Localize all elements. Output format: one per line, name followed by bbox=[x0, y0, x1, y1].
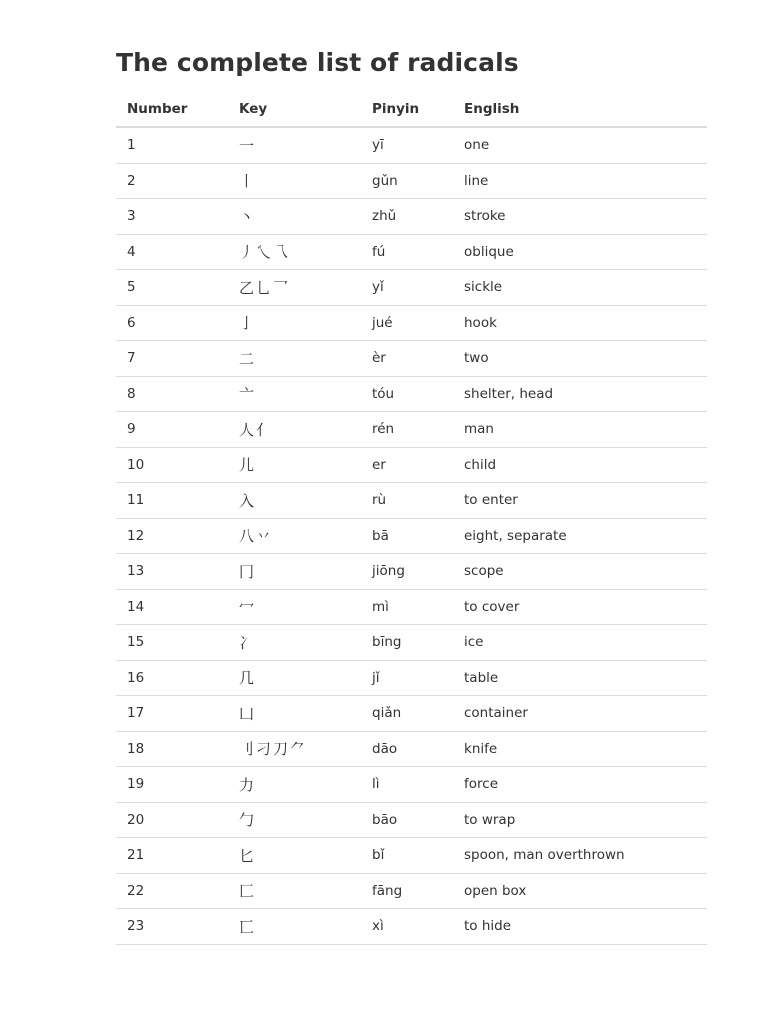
cell-pinyin: tóu bbox=[361, 376, 453, 412]
cell-pinyin: zhǔ bbox=[361, 199, 453, 235]
cell-english: one bbox=[453, 127, 707, 163]
cell-key: 丨 bbox=[228, 163, 361, 199]
cell-number: 20 bbox=[116, 802, 228, 838]
cell-number: 14 bbox=[116, 589, 228, 625]
cell-pinyin: rù bbox=[361, 483, 453, 519]
cell-key: 亠 bbox=[228, 376, 361, 412]
table-row bbox=[116, 909, 707, 945]
table-row bbox=[116, 483, 707, 519]
cell-key: 冂 bbox=[228, 554, 361, 590]
cell-pinyin: rén bbox=[361, 412, 453, 448]
cell-pinyin: fú bbox=[361, 234, 453, 270]
cell-english: scope bbox=[453, 554, 707, 590]
cell-number: 8 bbox=[116, 376, 228, 412]
cell-key: 几 bbox=[228, 660, 361, 696]
cell-pinyin: gǔn bbox=[361, 163, 453, 199]
cell-number: 23 bbox=[116, 909, 228, 945]
table-row bbox=[116, 589, 707, 625]
cell-english: two bbox=[453, 341, 707, 377]
cell-number: 17 bbox=[116, 696, 228, 732]
cell-pinyin: jiōng bbox=[361, 554, 453, 590]
cell-english: force bbox=[453, 767, 707, 803]
cell-key: 儿 bbox=[228, 447, 361, 483]
cell-english: stroke bbox=[453, 199, 707, 235]
table-row bbox=[116, 447, 707, 483]
cell-key: 一 bbox=[228, 127, 361, 163]
cell-pinyin: jǐ bbox=[361, 660, 453, 696]
cell-pinyin: bīng bbox=[361, 625, 453, 661]
cell-number: 11 bbox=[116, 483, 228, 519]
cell-number: 13 bbox=[116, 554, 228, 590]
table-row bbox=[116, 731, 707, 767]
table-row bbox=[116, 341, 707, 377]
cell-key: 冖 bbox=[228, 589, 361, 625]
table-row bbox=[116, 838, 707, 874]
cell-key: 冫 bbox=[228, 625, 361, 661]
cell-number: 16 bbox=[116, 660, 228, 696]
cell-english: spoon, man overthrown bbox=[453, 838, 707, 874]
table-row bbox=[116, 696, 707, 732]
cell-english: shelter, head bbox=[453, 376, 707, 412]
cell-english: container bbox=[453, 696, 707, 732]
cell-key: 八丷 bbox=[228, 518, 361, 554]
radicals-table bbox=[116, 92, 707, 945]
header-key: Key bbox=[228, 92, 361, 127]
cell-english: child bbox=[453, 447, 707, 483]
cell-number: 12 bbox=[116, 518, 228, 554]
cell-key: 人亻 bbox=[228, 412, 361, 448]
cell-key: 匚 bbox=[228, 873, 361, 909]
table-row bbox=[116, 234, 707, 270]
cell-pinyin: yǐ bbox=[361, 270, 453, 306]
cell-number: 3 bbox=[116, 199, 228, 235]
cell-pinyin: lì bbox=[361, 767, 453, 803]
cell-number: 6 bbox=[116, 305, 228, 341]
cell-key: 匕 bbox=[228, 838, 361, 874]
table-row bbox=[116, 199, 707, 235]
table-row bbox=[116, 412, 707, 448]
table-row bbox=[116, 873, 707, 909]
cell-english: open box bbox=[453, 873, 707, 909]
cell-key: 丿乀乁 bbox=[228, 234, 361, 270]
cell-key: 丶 bbox=[228, 199, 361, 235]
cell-english: eight, separate bbox=[453, 518, 707, 554]
cell-key: 匸 bbox=[228, 909, 361, 945]
cell-english: sickle bbox=[453, 270, 707, 306]
cell-number: 1 bbox=[116, 127, 228, 163]
page-title: The complete list of radicals bbox=[116, 48, 519, 77]
cell-key: 凵 bbox=[228, 696, 361, 732]
cell-pinyin: er bbox=[361, 447, 453, 483]
table-row bbox=[116, 625, 707, 661]
table-body bbox=[116, 127, 707, 944]
cell-key: 乙乚乛 bbox=[228, 270, 361, 306]
cell-number: 2 bbox=[116, 163, 228, 199]
cell-number: 15 bbox=[116, 625, 228, 661]
cell-pinyin: fāng bbox=[361, 873, 453, 909]
cell-pinyin: bǐ bbox=[361, 838, 453, 874]
header-pinyin: Pinyin bbox=[361, 92, 453, 127]
cell-number: 18 bbox=[116, 731, 228, 767]
cell-pinyin: dāo bbox=[361, 731, 453, 767]
table-row bbox=[116, 376, 707, 412]
cell-key: 二 bbox=[228, 341, 361, 377]
cell-number: 10 bbox=[116, 447, 228, 483]
cell-key: 力 bbox=[228, 767, 361, 803]
cell-pinyin: èr bbox=[361, 341, 453, 377]
table-row bbox=[116, 305, 707, 341]
cell-pinyin: bāo bbox=[361, 802, 453, 838]
cell-number: 7 bbox=[116, 341, 228, 377]
cell-number: 5 bbox=[116, 270, 228, 306]
cell-english: to enter bbox=[453, 483, 707, 519]
cell-key: 亅 bbox=[228, 305, 361, 341]
cell-key: 刂刁刀⺈ bbox=[228, 731, 361, 767]
header-english: English bbox=[453, 92, 707, 127]
cell-english: to hide bbox=[453, 909, 707, 945]
cell-number: 19 bbox=[116, 767, 228, 803]
cell-pinyin: mì bbox=[361, 589, 453, 625]
cell-english: man bbox=[453, 412, 707, 448]
cell-english: knife bbox=[453, 731, 707, 767]
cell-english: to cover bbox=[453, 589, 707, 625]
cell-number: 4 bbox=[116, 234, 228, 270]
cell-pinyin: xì bbox=[361, 909, 453, 945]
cell-pinyin: bā bbox=[361, 518, 453, 554]
table-header bbox=[116, 92, 707, 127]
cell-pinyin: yī bbox=[361, 127, 453, 163]
cell-key: 入 bbox=[228, 483, 361, 519]
cell-number: 21 bbox=[116, 838, 228, 874]
table-row bbox=[116, 163, 707, 199]
table-row bbox=[116, 518, 707, 554]
header-number: Number bbox=[116, 92, 228, 127]
cell-english: table bbox=[453, 660, 707, 696]
cell-english: oblique bbox=[453, 234, 707, 270]
table-row bbox=[116, 660, 707, 696]
cell-english: line bbox=[453, 163, 707, 199]
table-row bbox=[116, 554, 707, 590]
cell-key: 勹 bbox=[228, 802, 361, 838]
cell-pinyin: jué bbox=[361, 305, 453, 341]
table-row bbox=[116, 270, 707, 306]
table-row bbox=[116, 127, 707, 163]
cell-pinyin: qiǎn bbox=[361, 696, 453, 732]
cell-number: 22 bbox=[116, 873, 228, 909]
table-row bbox=[116, 802, 707, 838]
cell-english: hook bbox=[453, 305, 707, 341]
header-row bbox=[116, 92, 707, 127]
cell-english: ice bbox=[453, 625, 707, 661]
table-row bbox=[116, 767, 707, 803]
cell-number: 9 bbox=[116, 412, 228, 448]
cell-english: to wrap bbox=[453, 802, 707, 838]
